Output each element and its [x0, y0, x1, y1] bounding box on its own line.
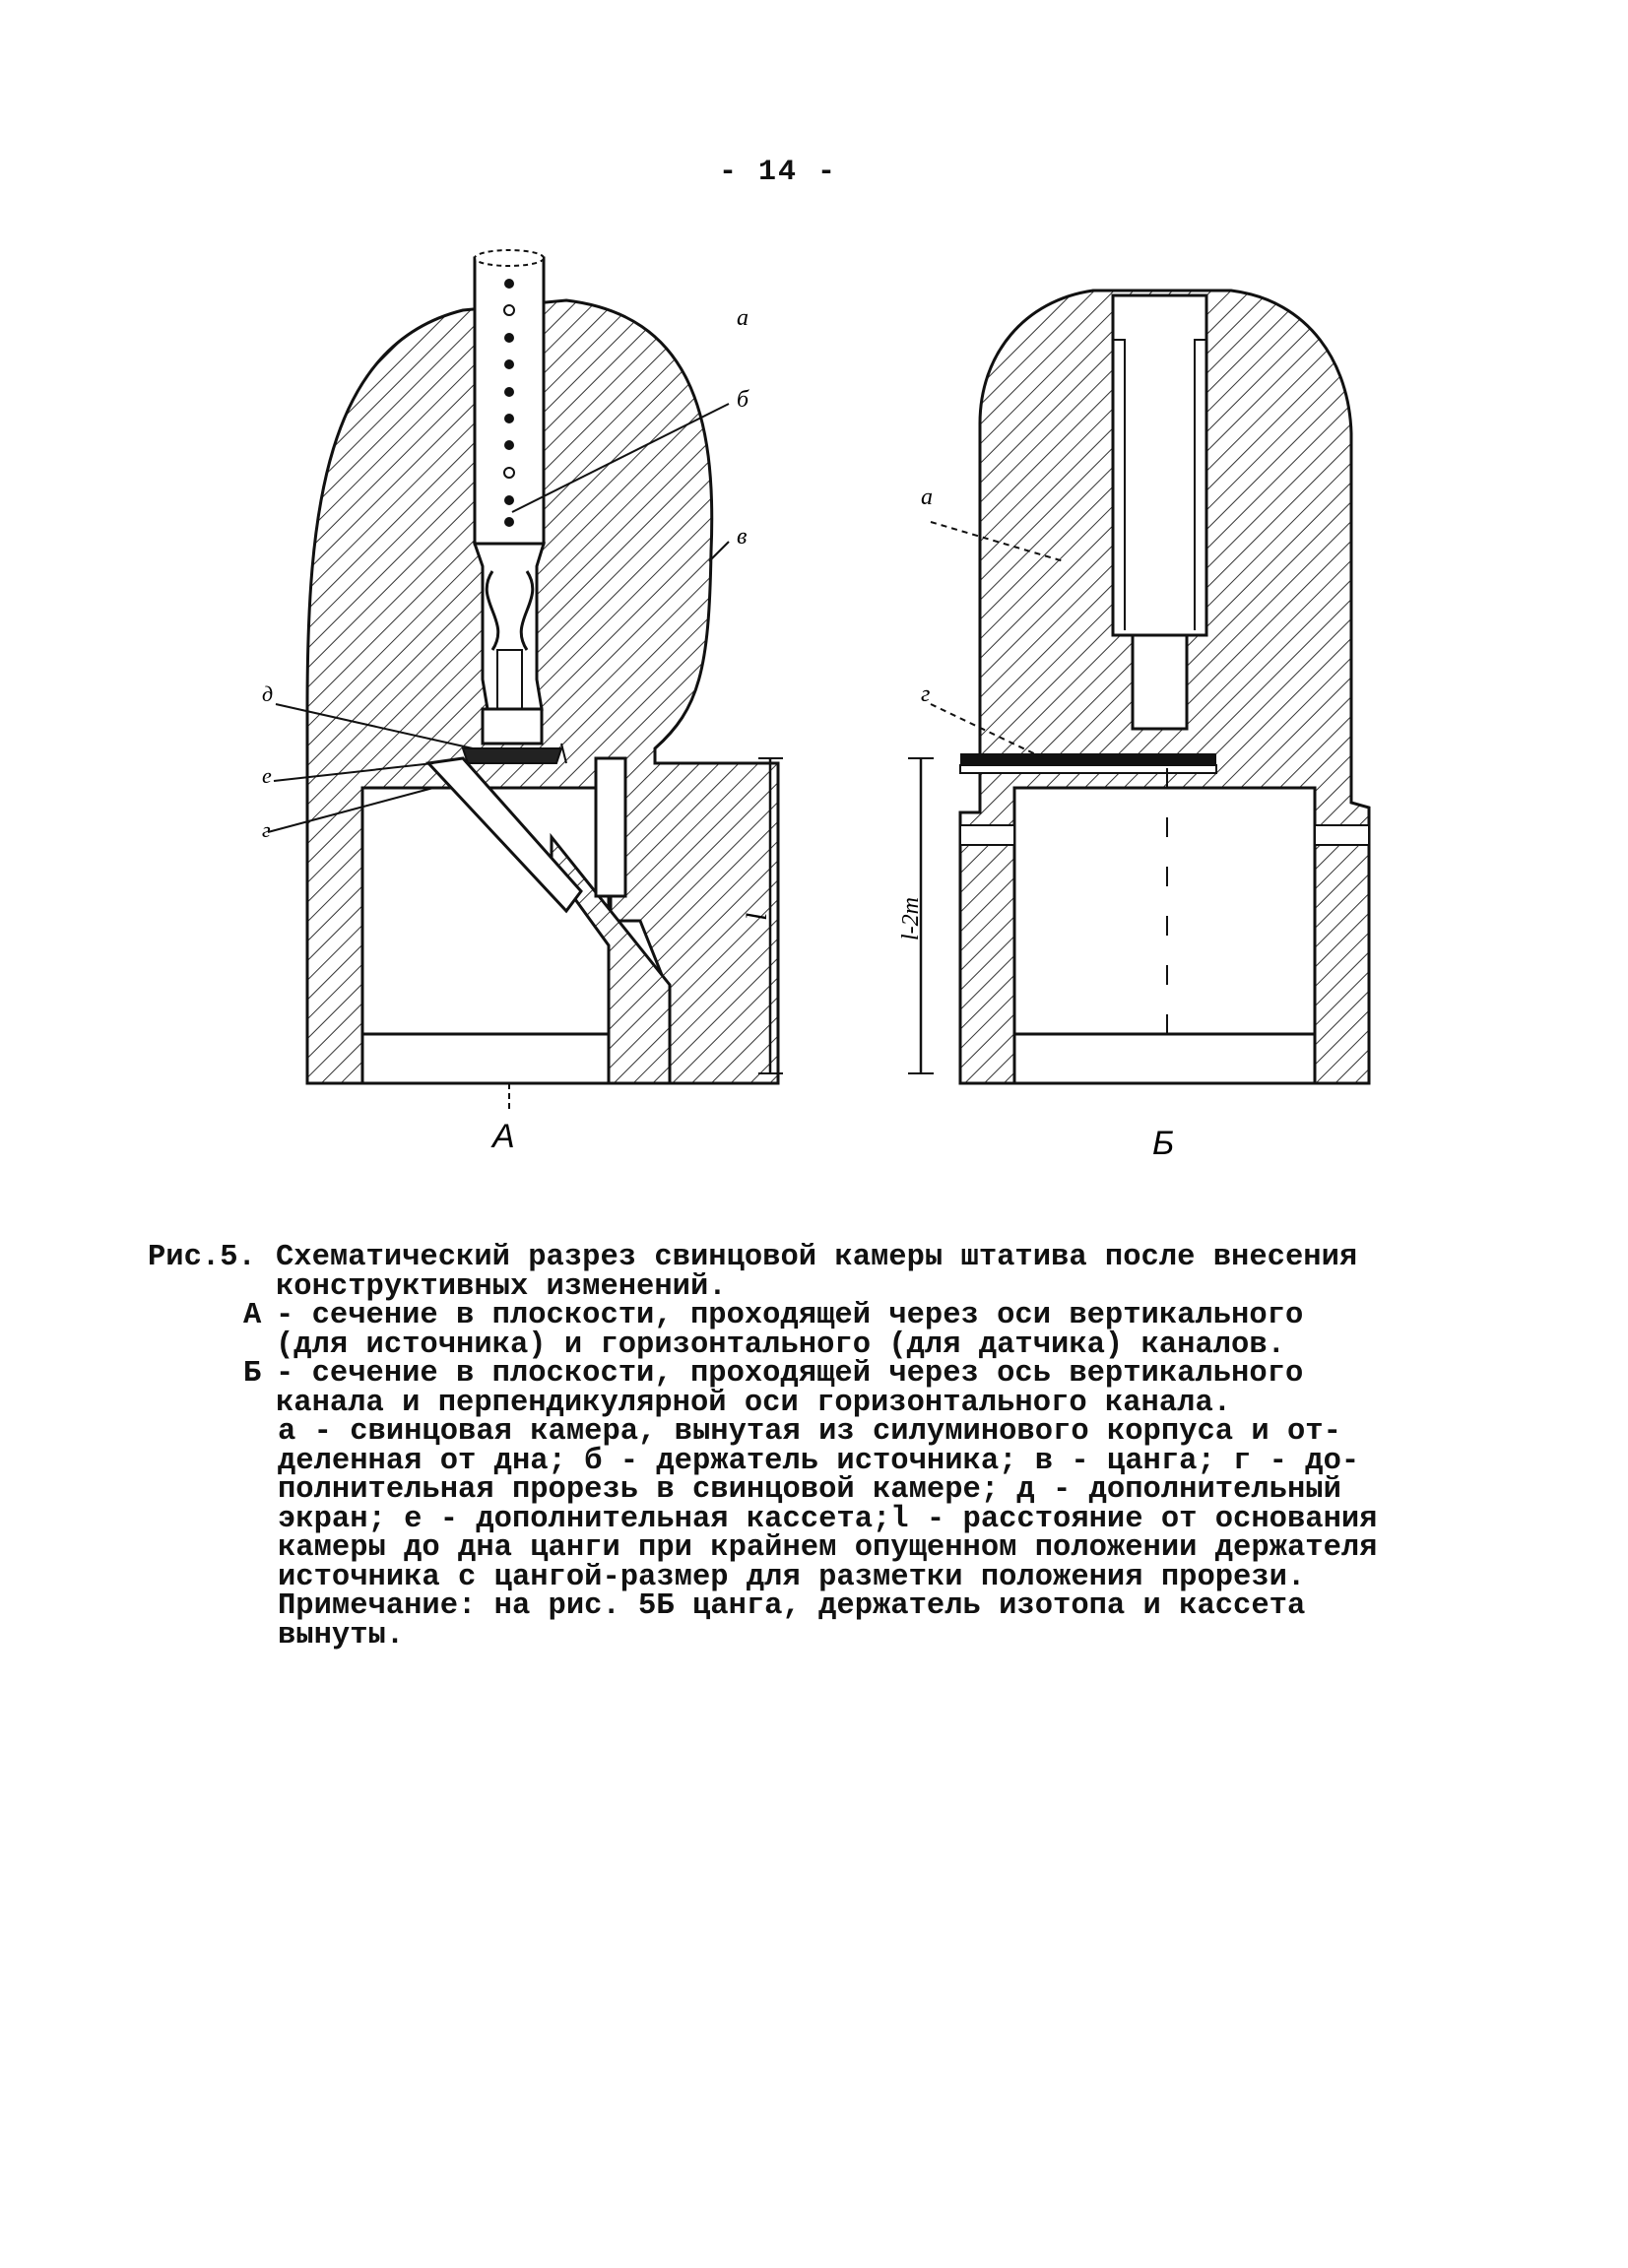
legend-line: полнительная прорезь в свинцовой камере; д - дополнительный: [278, 1473, 1341, 1507]
panel-a-callout-b: б: [737, 387, 749, 413]
panel-a-drawing: [262, 250, 783, 1155]
panel-a-callout-e: е: [262, 763, 272, 788]
legend-line: экран; е - дополнительная кассета;l - расстояние от основания: [278, 1502, 1378, 1536]
section-a-marker: А: [243, 1299, 262, 1332]
note-line: Примечание: на рис. 5Б цанга, держатель изотопа и кассета: [278, 1589, 1306, 1623]
panel-a-callout-v: в: [737, 524, 748, 550]
caption-title-line-2: конструктивных изменений.: [276, 1269, 727, 1304]
legend-line: деленная от дна; б - держатель источника; в - цанга; г - до-: [278, 1444, 1360, 1478]
legend-line: а - свинцовая камера, вынутая из силуминового корпуса и от-: [278, 1415, 1341, 1449]
section-a-line-2: (для источника) и горизонтального (для датчика) каналов.: [276, 1328, 1285, 1362]
note-line: вынуты.: [278, 1618, 405, 1652]
panel-b-dimension-label: l-2m: [898, 897, 924, 940]
figure-caption: [148, 1241, 1428, 1652]
panel-b-label: Б: [1152, 1125, 1175, 1162]
panel-a-label: А: [492, 1118, 515, 1155]
panel-a-callout-g: г: [262, 817, 271, 842]
panel-b-callout-a: а: [921, 485, 933, 510]
legend-line: камеры до дна цанги при крайнем опущенном положении держателя: [278, 1531, 1378, 1565]
panel-a-dimension-label: l: [741, 912, 773, 921]
figure-id: Рис.5.: [148, 1241, 256, 1274]
caption-title-line-1: Схематический разрез свинцовой камеры штатива после внесения: [276, 1241, 1358, 1274]
panel-a-callout-a: а: [737, 305, 749, 331]
panel-b-callout-g: г: [921, 681, 931, 707]
section-b-line-2: канала и перпендикулярной оси горизонтального канала.: [276, 1386, 1232, 1420]
page-number: - 14 -: [718, 156, 838, 189]
panel-b-drawing: [898, 291, 1369, 1162]
legend-line: источника с цангой-размер для разметки положения прорези.: [278, 1560, 1306, 1594]
section-b-marker: Б: [243, 1357, 262, 1391]
section-a-line-1: - сечение в плоскости, проходящей через оси вертикального: [276, 1299, 1304, 1332]
panel-a-callout-d: д: [262, 681, 274, 706]
section-b-line-1: - сечение в плоскости, проходящей через ось вертикального: [276, 1357, 1304, 1391]
